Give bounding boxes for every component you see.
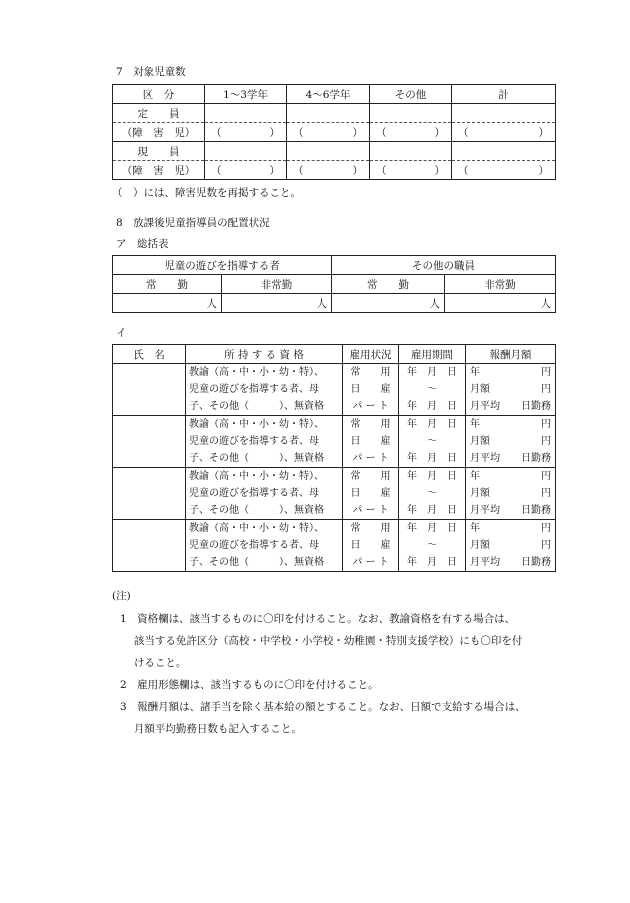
header-grade-4-6: 4～6学年 [287,85,370,104]
employment-period-cell[interactable] [399,364,466,416]
qualification-cell[interactable] [186,364,343,416]
pay-line [466,364,555,381]
qualification-line: 児童の遊びを指導する者、母 [189,488,319,499]
pay-label: 月額 [470,436,490,447]
input-cell[interactable] [205,104,287,123]
employment-option: 常 用 [350,471,391,482]
header-qualification: 所 持 す る 資 格 [186,345,343,364]
employment-period-cell[interactable] [399,520,466,572]
qualification-line: 子、その他（ ）、無資格 [189,557,324,568]
monthly-pay-cell[interactable] [466,416,556,468]
header-monthly-pay: 報酬月額 [466,345,556,364]
count-cell[interactable]: 人 [113,294,222,313]
name-cell[interactable] [113,364,186,416]
pay-label: 月額 [470,540,490,551]
pay-label: 月額 [470,384,490,395]
pay-unit: 円 [541,436,551,447]
section7-heading: 7 対象児童数 [116,66,186,78]
group-header-other-staff: その他の職員 [332,256,556,275]
table-row [113,123,556,142]
qualification-line: 子、その他（ ）、無資格 [189,401,324,412]
employment-option: 日 雇 [350,436,391,447]
note-item: 3 報酬月額は、諸手当を除く基本給の額とすること。なお、日額で支給する場合は、 [120,701,526,713]
table-row [113,104,556,123]
paren-input-cell[interactable]: （ ） [452,123,556,142]
qualification-line: 児童の遊びを指導する者、母 [189,540,319,551]
pay-line [466,450,555,467]
header-employment-status: 雇用状況 [343,345,399,364]
header-category: 区 分 [113,85,205,104]
pay-label: 年 [470,523,480,534]
target-children-table [112,84,556,180]
employment-option: 常 用 [350,523,391,534]
pay-unit: 円 [541,367,551,378]
table-header-row [113,256,556,275]
employment-status-cell[interactable] [343,520,399,572]
table-header-row [113,85,556,104]
employment-option: 常 用 [350,419,391,430]
pay-unit: 日勤務 [521,401,551,412]
pay-line [466,520,555,537]
section7-note: （ ）には、障害児数を再掲すること。 [112,187,301,199]
count-cell[interactable]: 人 [445,294,556,313]
pay-line [466,433,555,450]
input-cell[interactable] [452,104,556,123]
employment-period-cell[interactable] [399,468,466,520]
pay-label: 年 [470,419,480,430]
pay-line [466,468,555,485]
summary-table [112,255,556,313]
input-cell[interactable] [287,104,370,123]
period-line: ～ [427,540,437,551]
pay-unit: 円 [541,471,551,482]
pay-label: 月平均 [470,557,500,568]
table-header-row [113,275,556,294]
qualification-line: 教諭（高・中・小・幼・特）、 [189,523,324,534]
sub-header-parttime: 非常勤 [222,275,332,294]
employment-option: 日 雇 [350,384,391,395]
table-header-row [113,345,556,364]
pay-line [466,554,555,571]
pay-label: 月平均 [470,401,500,412]
sub-header-fulltime: 常 勤 [113,275,222,294]
qualification-line: 児童の遊びを指導する者、母 [189,384,319,395]
input-cell[interactable] [205,142,287,161]
input-cell[interactable] [452,142,556,161]
note-item: 1 資格欄は、該当するものに〇印を付けること。なお、教諭資格を有する場合は、 [120,613,516,625]
input-cell[interactable] [370,142,452,161]
table-row [113,468,556,520]
employment-option: パ ー ト [352,453,389,464]
sub-header-parttime: 非常勤 [445,275,556,294]
qualification-line: 教諭（高・中・小・幼・特）、 [189,471,324,482]
staff-subheading: イ [116,327,127,339]
row-label-disabled: （障 害 児） [113,123,205,142]
table-row [113,416,556,468]
pay-unit: 円 [541,384,551,395]
header-grade-1-3: 1～3学年 [205,85,287,104]
pay-unit: 円 [541,419,551,430]
qualification-cell[interactable] [186,468,343,520]
table-row [113,161,556,180]
count-cell[interactable]: 人 [332,294,445,313]
period-line: ～ [427,384,437,395]
count-cell[interactable]: 人 [222,294,332,313]
name-cell[interactable] [113,416,186,468]
name-cell[interactable] [113,520,186,572]
employment-status-cell[interactable] [343,364,399,416]
row-label-current: 現 員 [113,142,205,161]
paren-input-cell[interactable]: （ ） [287,123,370,142]
table-row [113,520,556,572]
employment-period-cell[interactable] [399,416,466,468]
table-row [113,142,556,161]
staff-table [112,344,556,572]
qualification-line: 教諭（高・中・小・幼・特）、 [189,419,324,430]
employment-option: パ ー ト [352,401,389,412]
qualification-cell[interactable] [186,520,343,572]
paren-input-cell[interactable]: （ ） [205,161,287,180]
pay-unit: 円 [541,540,551,551]
monthly-pay-cell[interactable] [466,364,556,416]
header-other: その他 [370,85,452,104]
pay-line [466,416,555,433]
pay-label: 月額 [470,488,490,499]
paren-input-cell[interactable]: （ ） [370,161,452,180]
input-cell[interactable] [287,142,370,161]
group-header-play-leaders: 児童の遊びを指導する者 [113,256,332,275]
employment-option: 常 用 [350,367,391,378]
pay-unit: 円 [541,488,551,499]
period-line: 年 月 日 [407,367,457,378]
qualification-line: 教諭（高・中・小・幼・特）、 [189,367,324,378]
employment-option: パ ー ト [352,505,389,516]
header-name: 氏 名 [113,345,186,364]
pay-unit: 円 [541,523,551,534]
period-line: ～ [427,488,437,499]
name-cell[interactable] [113,468,186,520]
period-line: 年 月 日 [407,453,457,464]
paren-input-cell[interactable]: （ ） [205,123,287,142]
pay-line [466,537,555,554]
pay-unit: 日勤務 [521,557,551,568]
notes-heading: (注) [112,590,131,602]
paren-input-cell[interactable]: （ ） [370,123,452,142]
section8-heading: 8 放課後児童指導員の配置状況 [116,217,270,229]
paren-input-cell[interactable]: （ ） [287,161,370,180]
employment-option: パ ー ト [352,557,389,568]
summary-subheading: ア 総括表 [116,238,169,250]
note-item: 該当する免許区分（高校・中学校・小学校・幼稚園・特別支援学校）にも〇印を付 [120,635,523,647]
pay-label: 月平均 [470,505,500,516]
period-line: ～ [427,436,437,447]
row-label-disabled: （障 害 児） [113,161,205,180]
employment-status-cell[interactable] [343,468,399,520]
period-line: 年 月 日 [407,557,457,568]
sub-header-fulltime: 常 勤 [332,275,445,294]
note-item: けること。 [120,657,187,669]
period-line: 年 月 日 [407,471,457,482]
input-cell[interactable] [370,104,452,123]
employment-status-cell[interactable] [343,416,399,468]
period-line: 年 月 日 [407,523,457,534]
pay-line [466,398,555,415]
monthly-pay-cell[interactable] [466,468,556,520]
table-row [113,364,556,416]
employment-option: 日 雇 [350,488,391,499]
pay-label: 年 [470,471,480,482]
qualification-line: 子、その他（ ）、無資格 [189,453,324,464]
table-row [113,294,556,313]
qualification-line: 子、その他（ ）、無資格 [189,505,324,516]
header-employment-period: 雇用期間 [399,345,466,364]
pay-line [466,381,555,398]
paren-input-cell[interactable]: （ ） [452,161,556,180]
row-label-capacity: 定 員 [113,104,205,123]
note-item: 2 雇用形態欄は、該当するものに〇印を付けること。 [120,679,379,691]
monthly-pay-cell[interactable] [466,520,556,572]
period-line: 年 月 日 [407,401,457,412]
note-item: 月額平均勤務日数も記入すること。 [120,723,302,735]
period-line: 年 月 日 [407,505,457,516]
pay-unit: 日勤務 [521,453,551,464]
period-line: 年 月 日 [407,419,457,430]
pay-unit: 日勤務 [521,505,551,516]
pay-label: 年 [470,367,480,378]
pay-line [466,485,555,502]
pay-label: 月平均 [470,453,500,464]
header-total: 計 [452,85,556,104]
qualification-cell[interactable] [186,416,343,468]
pay-line [466,502,555,519]
qualification-line: 児童の遊びを指導する者、母 [189,436,319,447]
employment-option: 日 雇 [350,540,391,551]
